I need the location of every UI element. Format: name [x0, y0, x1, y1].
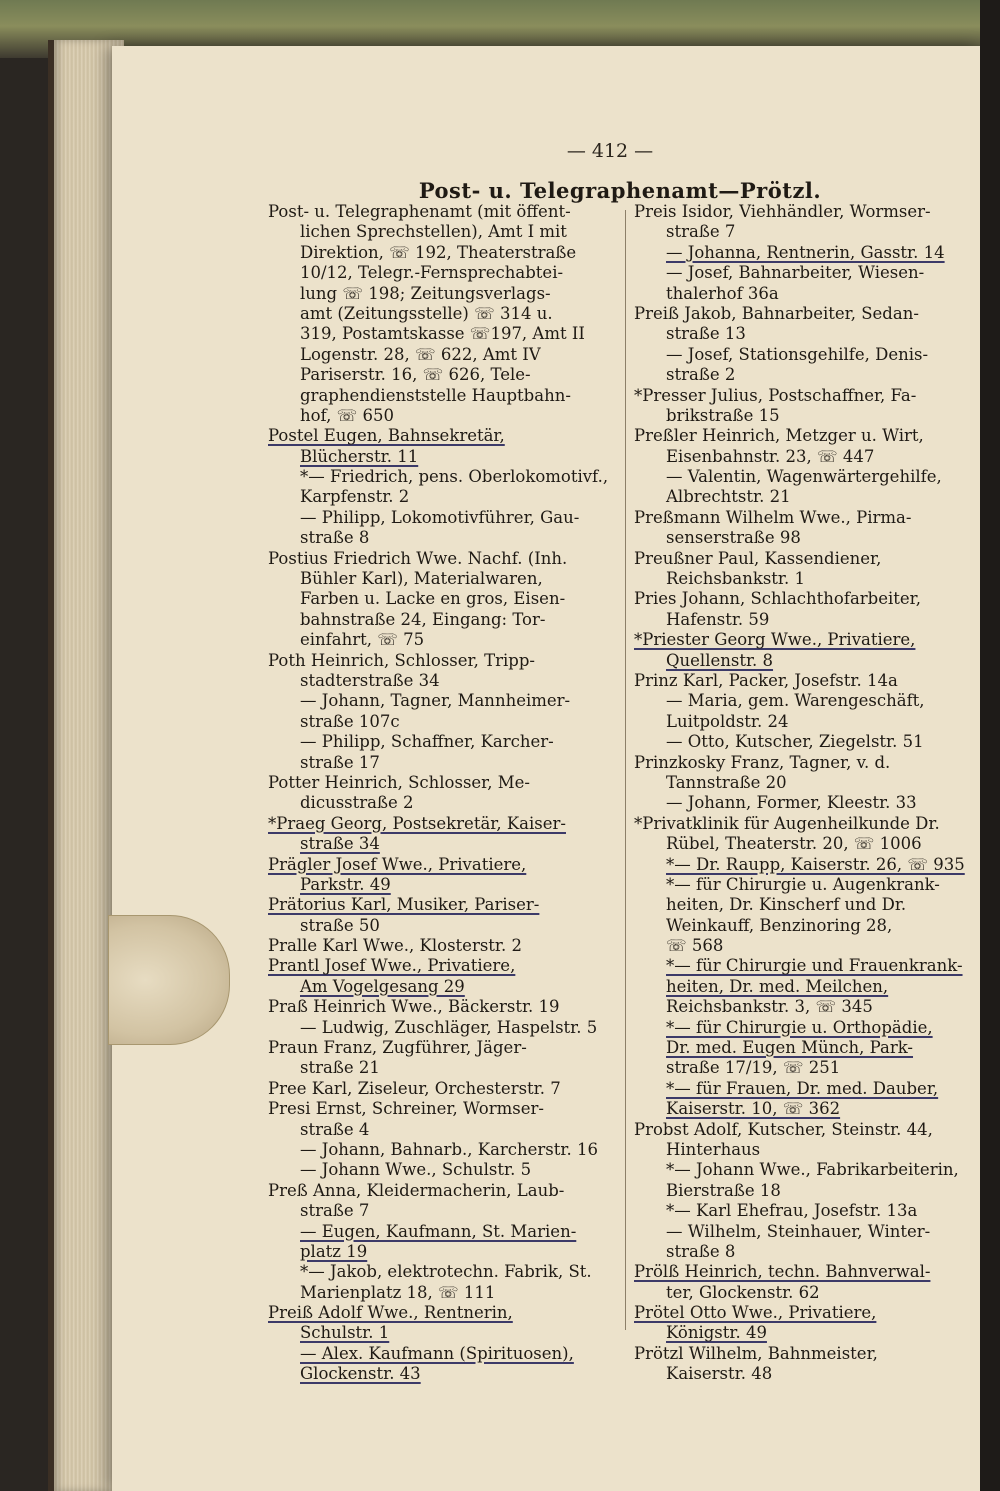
directory-line: Prinzkosky Franz, Tagner, v. d. [634, 752, 891, 772]
directory-line: Karpfenstr. 2 [300, 487, 410, 507]
directory-line: Preß Anna, Kleidermacherin, Laub- [268, 1180, 565, 1200]
directory-line: straße 21 [300, 1058, 380, 1078]
directory-line: Reichsbankstr. 1 [666, 569, 805, 589]
directory-line: — Wilhelm, Steinhauer, Winter- [666, 1221, 931, 1241]
directory-line: — Maria, gem. Warengeschäft, [666, 691, 925, 711]
directory-line: *— für Frauen, Dr. med. Dauber, [666, 1078, 939, 1098]
directory-line: ter, Glockenstr. 62 [666, 1282, 820, 1302]
directory-line: Dr. med. Eugen Münch, Park- [666, 1038, 914, 1058]
directory-line: Post- u. Telegraphenamt (mit öffent- [268, 202, 571, 221]
directory-line: — Johann, Former, Kleestr. 33 [666, 793, 917, 813]
directory-line: Direktion, ☏ 192, Theaterstraße [300, 242, 577, 262]
directory-line: — Valentin, Wagenwärtergehilfe, [666, 467, 942, 487]
directory-line: — Johann Wwe., Schulstr. 5 [300, 1160, 532, 1180]
directory-line: dicusstraße 2 [300, 793, 414, 813]
directory-line: Presi Ernst, Schreiner, Wormser- [268, 1099, 544, 1119]
directory-line: *Privatklinik für Augenheilkunde Dr. [634, 813, 940, 833]
directory-line: straße 17 [300, 752, 380, 772]
directory-line: Praß Heinrich Wwe., Bäckerstr. 19 [268, 997, 560, 1017]
thumb-index-tab[interactable] [108, 915, 230, 1045]
directory-line: Prinz Karl, Packer, Josefstr. 14a [634, 670, 898, 690]
directory-line: Glockenstr. 43 [300, 1364, 421, 1384]
directory-line: — Otto, Kutscher, Ziegelstr. 51 [666, 732, 924, 752]
directory-line: Eisenbahnstr. 23, ☏ 447 [666, 446, 875, 466]
directory-line: Rübel, Theaterstr. 20, ☏ 1006 [666, 834, 922, 854]
right-column [634, 202, 980, 1385]
directory-line: *— für Chirurgie u. Augenkrank- [666, 874, 940, 894]
directory-line: — Alex. Kaufmann (Spirituosen), [300, 1343, 574, 1363]
directory-line: thalerhof 36a [666, 283, 779, 303]
directory-line: Kaiserstr. 48 [666, 1364, 773, 1384]
directory-line: *Praeg Georg, Postsekretär, Kaiser- [268, 813, 566, 833]
directory-line: brikstraße 15 [666, 405, 780, 425]
column-divider [625, 210, 626, 1330]
directory-line: Potter Heinrich, Schlosser, Me- [268, 772, 530, 792]
directory-line: 10/12, Telegr.-Fernsprechabtei- [300, 263, 564, 283]
directory-line: Blücherstr. 11 [300, 446, 419, 466]
directory-line: Albrechtstr. 21 [666, 487, 791, 507]
directory-line: Prötel Otto Wwe., Privatiere, [634, 1303, 877, 1323]
directory-line: *— Karl Ehefrau, Josefstr. 13a [666, 1201, 918, 1221]
page-number: — 412 — [566, 140, 654, 162]
directory-line: straße 13 [666, 324, 746, 344]
directory-line: platz 19 [300, 1241, 368, 1261]
directory-line: — Josef, Stationsgehilfe, Denis- [666, 344, 929, 364]
directory-line: Postel Eugen, Bahnsekretär, [268, 426, 505, 446]
directory-line: Reichsbankstr. 3, ☏ 345 [666, 997, 873, 1017]
directory-line: senserstraße 98 [666, 528, 801, 548]
directory-line: *— Johann Wwe., Fabrikarbeiterin, [666, 1160, 959, 1180]
directory-line: Prötzl Wilhelm, Bahnmeister, [634, 1343, 878, 1363]
directory-line: Farben u. Lacke en gros, Eisen- [300, 589, 566, 609]
directory-line: straße 50 [300, 915, 380, 935]
directory-line: — Eugen, Kaufmann, St. Marien- [300, 1221, 577, 1241]
directory-line: Tannstraße 20 [666, 772, 787, 792]
directory-line: Am Vogelgesang 29 [300, 976, 465, 996]
directory-line: Postius Friedrich Wwe. Nachf. (Inh. [268, 548, 568, 568]
directory-line: — Johanna, Rentnerin, Gasstr. 14 [666, 242, 945, 262]
directory-line: Poth Heinrich, Schlosser, Tripp- [268, 650, 535, 670]
directory-line: Pariserstr. 16, ☏ 626, Tele- [300, 365, 531, 385]
directory-line: bahnstraße 24, Eingang: Tor- [300, 609, 546, 629]
directory-line: Hafenstr. 59 [666, 609, 770, 629]
directory-line: straße 17/19, ☏ 251 [666, 1058, 841, 1078]
directory-line: Prätorius Karl, Musiker, Pariser- [268, 895, 540, 915]
directory-line: *Presser Julius, Postschaffner, Fa- [634, 385, 917, 405]
directory-line: ☏ 568 [666, 936, 724, 956]
directory-line: Marienplatz 18, ☏ 111 [300, 1282, 496, 1302]
directory-line: Königstr. 49 [666, 1323, 767, 1343]
directory-line: — Ludwig, Zuschläger, Haspelstr. 5 [300, 1017, 598, 1037]
directory-line: straße 34 [300, 834, 380, 854]
directory-line: Bühler Karl), Materialwaren, [300, 569, 543, 589]
directory-line: straße 107c [300, 711, 400, 731]
directory-line: straße 7 [666, 222, 736, 242]
page-header: Post- u. Telegraphenamt—Prötzl. [418, 178, 822, 203]
directory-line: stadterstraße 34 [300, 670, 440, 690]
directory-line: Logenstr. 28, ☏ 622, Amt IV [300, 344, 541, 364]
directory-line: Preiß Adolf Wwe., Rentnerin, [268, 1303, 513, 1323]
directory-line: graphendienststelle Hauptbahn- [300, 385, 571, 405]
directory-line: Weinkauff, Benzinoring 28, [666, 915, 893, 935]
directory-line: lung ☏ 198; Zeitungsverlags- [300, 283, 551, 303]
directory-line: Parkstr. 49 [300, 874, 391, 894]
directory-line: Pralle Karl Wwe., Klosterstr. 2 [268, 936, 522, 956]
directory-line: Praun Franz, Zugführer, Jäger- [268, 1038, 527, 1058]
background-right [980, 0, 1000, 1491]
directory-line: straße 8 [300, 528, 370, 548]
directory-line: Prantl Josef Wwe., Privatiere, [268, 956, 516, 976]
directory-line: *Priester Georg Wwe., Privatiere, [634, 630, 916, 650]
directory-line: Quellenstr. 8 [666, 650, 774, 670]
directory-line: *— Dr. Raupp, Kaiserstr. 26, ☏ 935 [666, 854, 965, 874]
directory-line: straße 8 [666, 1241, 736, 1261]
directory-line: heiten, Dr. med. Meilchen, [666, 976, 889, 996]
directory-line: amt (Zeitungsstelle) ☏ 314 u. [300, 303, 553, 323]
directory-line: heiten, Dr. Kinscherf und Dr. [666, 895, 907, 915]
directory-line: straße 4 [300, 1119, 370, 1139]
directory-line: Prölß Heinrich, techn. Bahnverwal- [634, 1262, 931, 1282]
directory-line: Bierstraße 18 [666, 1180, 781, 1200]
directory-line: — Josef, Bahnarbeiter, Wiesen- [666, 263, 925, 283]
directory-line: Preßmann Wilhelm Wwe., Pirma- [634, 507, 912, 527]
directory-line: 319, Postamtskasse ☏197, Amt II [300, 324, 585, 344]
directory-line: *— für Chirurgie und Frauenkrank- [666, 956, 963, 976]
directory-line: — Philipp, Lokomotivführer, Gau- [300, 507, 580, 527]
directory-line: *— Friedrich, pens. Oberlokomotivf., [300, 467, 609, 487]
directory-line: straße 7 [300, 1201, 370, 1221]
directory-line: Pree Karl, Ziseleur, Orchesterstr. 7 [268, 1078, 561, 1098]
directory-line: Hinterhaus [666, 1139, 761, 1159]
directory-line: *— Jakob, elektrotechn. Fabrik, St. [300, 1262, 592, 1282]
directory-line: — Johann, Tagner, Mannheimer- [300, 691, 571, 711]
directory-line: Preis Isidor, Viehhändler, Wormser- [634, 202, 931, 221]
directory-line: Preßler Heinrich, Metzger u. Wirt, [634, 426, 924, 446]
directory-line: lichen Sprechstellen), Amt I mit [300, 222, 567, 242]
directory-line: *— für Chirurgie u. Orthopädie, [666, 1017, 933, 1037]
directory-line: einfahrt, ☏ 75 [300, 630, 425, 650]
directory-line: Preiß Jakob, Bahnarbeiter, Sedan- [634, 303, 919, 323]
directory-line: Prägler Josef Wwe., Privatiere, [268, 854, 527, 874]
directory-line: Probst Adolf, Kutscher, Steinstr. 44, [634, 1119, 933, 1139]
directory-line: Pries Johann, Schlachthofarbeiter, [634, 589, 921, 609]
directory-line: Luitpoldstr. 24 [666, 711, 789, 731]
left-column [268, 202, 628, 1385]
directory-line: Preußner Paul, Kassendiener, [634, 548, 882, 568]
directory-line: Kaiserstr. 10, ☏ 362 [666, 1099, 841, 1119]
directory-line: hof, ☏ 650 [300, 405, 394, 425]
directory-line: — Johann, Bahnarb., Karcherstr. 16 [300, 1139, 598, 1159]
directory-line: straße 2 [666, 365, 736, 385]
directory-line: Schulstr. 1 [300, 1323, 390, 1343]
directory-line: — Philipp, Schaffner, Karcher- [300, 732, 554, 752]
